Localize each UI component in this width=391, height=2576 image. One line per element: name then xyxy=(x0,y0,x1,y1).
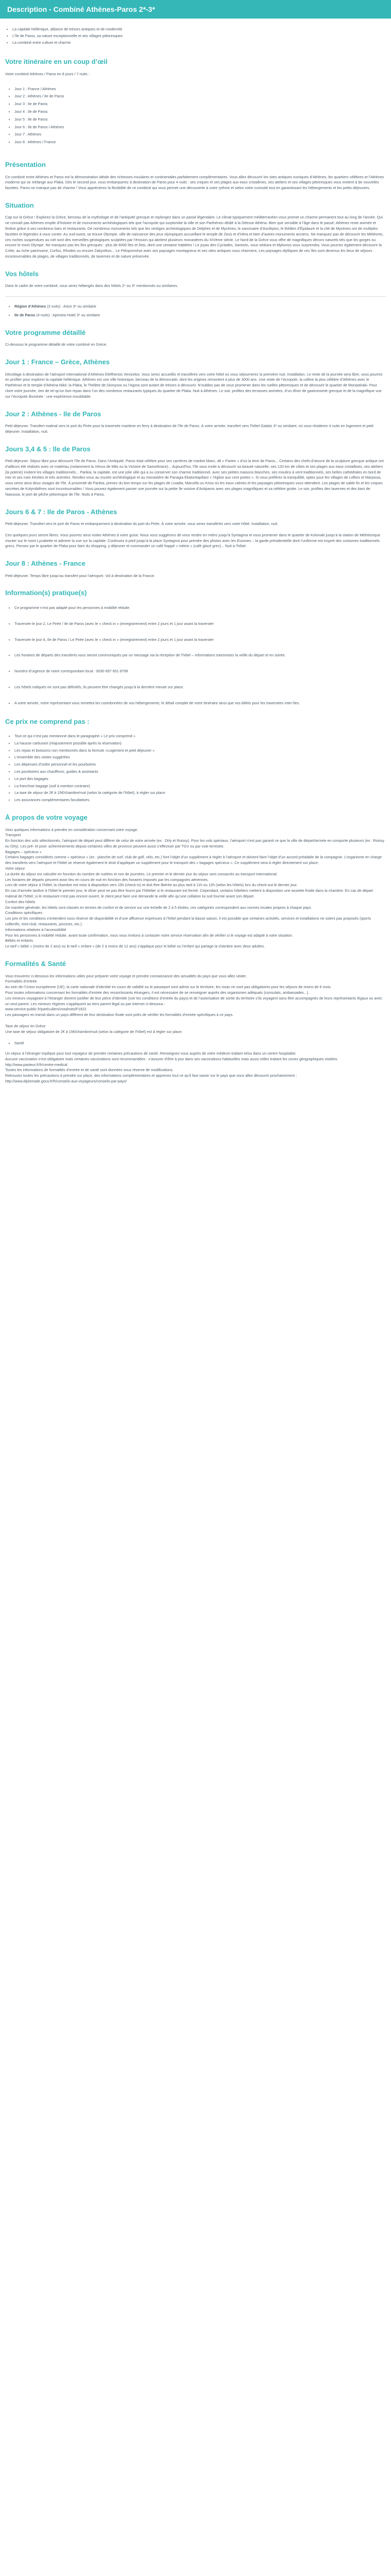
divider xyxy=(5,296,386,297)
hotels-list xyxy=(5,304,386,318)
presentation-text: Ce combiné entre Athènes et Paros est la démonstration idéale des richesses insulaires et continentales parfaitement complémentaires. Vous allez découvrir les sites antiques iconiques d’Athènes, les quartiers célèbres et l’Athènes moderne qui se mélange aux Plaka. Dès le second jour, vous embarquerez à destination de Paros pour 4 nuits : ses criques et ses plages aux eaux cristallines, ses ateliers et ses villages pittoresques vous invitent à de nouvelles facettes. Paros ne manque pas de charme ! Vous apprécierez la flexibilité de ce combiné qui vous permet une découverte à votre rythme et selon votre curiosité tout en garantissant les hébergements et les petits déjeuners. xyxy=(5,174,384,191)
highlight-item: • L’île de Paros, sa nature exceptionnelle et ses villages pittoresques xyxy=(12,33,386,39)
main-content xyxy=(0,19,391,1084)
itinerary-day: • Jour 2 : Athènes / Ile de Paros xyxy=(14,94,386,99)
hotel-region: Région d’Athènes xyxy=(14,304,46,309)
highlight-item: • La capitale hellénique, alliance de trésors antiques et de modernité xyxy=(12,27,386,32)
health-list xyxy=(5,1041,386,1046)
about-text: Voici quelques informations à prendre en considération concernant votre voyage. Transport En fonction des vols sélectionnés, l’aéroport de départ peut différer de celui de votre arrivée (ex : Orly et Roissy). Pour les vols spéciaux, l’aéroport n’est pas garanti ce que la ville de départ/arrivée en comporte plusieurs (ex : Roissy ou Orly). Les pré- et post- acheminements depuis certaines villes de province peuvent aussi s’effectuer par TGV ou par voie terrestre. Bagages – spécieux » Certains bagages considérés comme « spécieux » (ex : planche de surf, club de golf, vélo, etc.) font l’objet d’un supplément à régler à l’aéroport et doivent faire l’objet d’un accord préalable de la compagnie. L’organisme en charge des transferts vers l’aéroport et l’hôtel se réserve également le droit d’appliquer un supplément pour le transport des « bagages spécieux ». Ce supplément sera à régler directement sur place. Votre séjour La durée du séjour est calculée en fonction du nombre de nuitées et non de journées. Le premier et le dernier jour du séjour sont consacrés au transport international. Les horaires de départs peuvent avoir lieu en cours de nuit en fonction des horaires imposés par les compagnies aériennes. Lors de votre séjour à l’hôtel, la chambre est mise à disposition vers 15h (check-in) et doit être libérée au plus tard à 11h ou 12h (selon les hôtels) lors du check-out le dernier jour. En cas d’arrivée tardive à l’hôtel le premier jour, le dîner peut ne pas être fourni par l’hôtelier si le restaurant est fermé. Cependant, certains hôteliers mettent à disposition une assiette froide dans la chambre. En cas de départ matinal de l’hôtel, si le restaurant n’est pas encore ouvert, le client peut faire une demande la veille afin qu’une collation lui soit fournie avant son départ. Confort des hôtels De manière générale, les hôtels sont classés en termes de confort et de service sur une échelle de 2 à 5 étoiles, ces catégories correspondent aux normes locales propres à chaque pays. Conditions spécifiques Les prix et les conditions s’entendent sous réserve de disponibilité et d’une affluence imprévues à l’hôtel pendant la basse saison, il est possible que certaines activités, services et installations ne soient pas proposés (sports collectifs, mini-club, restaurants, piscines, etc.). Informations relatives à l’accessibilité Pour les personnes à mobilité réduite, avant toute confirmation, nous vous invitons à contacter notre service réservation afin de vérifier si le voyage est adapté à votre situation. Bébés et enfants Le tarif « bébé » (moins de 2 ans) ou le tarif « enfant » (de 2 à moins de 12 ans) s’applique pour le bébé ou l’enfant qui partage la chambre avec deux adultes. xyxy=(5,827,384,949)
highlight-item: • La combiné entre culture et charme xyxy=(12,40,386,46)
price-excludes-item: • Les pourboires aux chauffeurs, guides & assistants xyxy=(14,769,386,775)
days67-text: Petit déjeuner. Transfert vers le port de Paros et embarquement à destination du port du Pirée. À votre arrivée, vous serez transférés vers votre hôtel. Installation, nuit. Ces quelques jours seront libres. Vous pourrez ainsi visiter Athènes à votre guise. Nous vous suggérons de vous rendre en métro jusqu’à Syntagma et vous promener dans le quartier de Kolonaki jusqu’à la station de Méthéorique monter sur le mont Lycabette et admirer la vue sur la capitale. Continuez à pied jusqu’à la place Syntagma pour prendre des photos avec les Evzones – la garde présidentielle dont l’uniforme est inspiré des costumes traditionnels grecs. Pensez par le quartier de Plaka pour faire du shopping, y déjeuner et commander un café frappé « métrio » (café glacé grec)... Nuit à l’hôtel. xyxy=(5,521,381,549)
program-heading: Votre programme détaillé xyxy=(5,328,86,336)
day1-text: Décollage à destination de l’aéroport international d’Athènes Eleftherios Venizelos. Vous serez accueillis et transférés vers votre hôtel où vous séjournerez la première nuit. Installation. Le reste de la journée sera libre, vous pourrez en profiter pour explorer la capitale hellénique. Athènes est une ville historique, berceau de la démocratie, dont les origines remontent à plus de 3000 ans. Une visite de l’Acropole, la colline la plus célèbre d’Athènes avec le Parthénon et le temple d’Athéna Niké, la Plaka, le Théâtre de Dionysos ou l’Agora sont autant de trésors à découvrir. N’oubliez pas de vous promener dans les ruelles pittoresques et de découvrir le quartier de Monastiraki. Pour clore votre journée, rien de tel qu’un bon repas dans l’un des nombreux restaurants typiques du quartier de Plaka. Nuit à Athènes. Le soir, profitez des terrasses animées, d’un dîner de gastronomie grecque et de la magnifique vue sur l’Acropole illuminée : une expérience inoubliable. xyxy=(5,371,383,399)
hotel-item xyxy=(14,313,386,318)
hotels-intro: Dans le cadre de votre combiné, vous serez hébergés dans des hôtels 2* ou 3* mentionnés ou similaires. xyxy=(5,283,178,289)
practical-heading: Information(s) pratique(s) xyxy=(5,589,87,597)
practical-item: • Traversée le jour 2, Le Pirée / Ile de Paros (avec le « check in » (enregistrement) entre 2 jours et 1 jour avant la traversée xyxy=(14,621,386,627)
situation-heading: Situation xyxy=(5,201,34,209)
health-text: Un séjour à l’étranger implique pour tout voyageur de prendre certaines précautions de santé. Renseignez-vous auprès de votre médecin traitant et/ou dans un centre hospitalier. Aucune vaccination n’est obligatoire mais certaines vaccinations sont recommandées : s’assurer d’être à jour dans ses vaccinations habituelles mais aussi celles traitant les zones géographiques visitées. http://www.pasteur.fr/fr/centre-medical Toutes les informations de formalités d’entrée et de santé sont données sous réserve de modifications. Retrouvez toutes les précautions à prendre sur place, des informations complémentaires et apprenez tout ce qu’il faut savoir sur le pays que vous allez découvrir prochainement : http://www.diplomatie.gouv.fr/fr/conseils-aux-voyageurs/conseils-par-pays/ xyxy=(5,1051,338,1084)
day2-text: Petit déjeuner. Transfert matinal vers le port du Pirée pour la traversée maritime en ferry à destination de l’île de Paros. À votre arrivée, transfert vers l’hôtel Galatis 3* ou similaire, où vous résiderez 4 nuits en logement et petit déjeuner. Installation, nuit. xyxy=(5,423,373,434)
itinerary-heading: Votre itinéraire en un coup d’œil xyxy=(5,58,108,66)
price-excludes-item: • La hausse carburant (réajustement possible après la réservation) xyxy=(14,741,386,747)
itinerary-day: • Jour 1 : France / Athènes xyxy=(14,87,386,92)
hotel-detail: (4 nuits) : Apimeia Hotel 3* ou similaire xyxy=(35,312,100,317)
practical-item: • A votre arrivée, notre représentant vous remettra les coordonnées de vos hébergements, le détail complet de votre itinéraire ainsi que vos billets pour les traversées inter-îles. xyxy=(14,701,386,706)
itinerary-day: • Jour 5 : Ile de Paros xyxy=(14,117,386,123)
program-intro: Ci-dessous le programme détaillé de votre combiné en Grèce. xyxy=(5,342,107,347)
hotel-region: Ile de Paros xyxy=(14,312,36,317)
price-excludes-list xyxy=(5,734,386,803)
price-excludes-item: • La taxe de séjour de 2€ à 15€/chambre/nuit (selon la catégorie de l’hôtel), à régler sur place xyxy=(14,790,386,796)
days67-heading: Jours 6 & 7 : Ile de Paros - Athènes xyxy=(5,507,117,516)
price-excludes-item: • L’ensemble des visites suggérées xyxy=(14,755,386,760)
practical-item: • Les hôtels indiqués ne sont pas définitifs, ils peuvent être changés jusqu’à la dernière minute sur place. xyxy=(14,685,386,690)
page-title: Description - Combiné Athènes-Paros 2*-3* xyxy=(7,5,155,13)
price-excludes-item: • Le port des bagages xyxy=(14,776,386,782)
page-header-bar xyxy=(0,0,391,19)
itinerary-day: • Jour 6 : Ile de Paros / Athènes xyxy=(14,125,386,130)
price-excludes-item: • Les repas et boissons non mentionnés dans la formule «Logement et petit déjeuner » xyxy=(14,748,386,754)
presentation-heading: Présentation xyxy=(5,161,46,169)
itinerary-intro: Votre combiné Athènes / Paros en 8 jours / 7 nuits : xyxy=(5,71,90,76)
itinerary-day: • Jour 4 : Ile de Paros xyxy=(14,109,386,115)
price-excludes-item: • Les assurances complémentaires facultatives. xyxy=(14,798,386,803)
formalities-heading: Formalités & Santé xyxy=(5,960,66,968)
highlights-list xyxy=(5,27,386,45)
price-excludes-item: • Les dépenses d’ordre personnel et les pourboires xyxy=(14,762,386,768)
day1-heading: Jour 1 : France – Grèce, Athènes xyxy=(5,358,110,366)
practical-item: • Les horaires de départs des transferts vous seront communiqués par un message via la réception de l’hôtel – Informations transmises la veille du départ et en soirée. xyxy=(14,653,386,658)
hotel-item xyxy=(14,304,386,310)
days345-heading: Jours 3,4 & 5 : Ile de Paros xyxy=(5,445,91,453)
formalities-text: Vous trouverez ci-dessous les informations utiles pour préparer votre voyage et prendre connaissance des actualités du pays que vous allez visiter. Formalités d’entrée Au sein de l’Union européenne (UE), la carte nationale d’identité en cours de validité ou le passeport sont admis sur le territoire, les visas ne sont pas obligatoires pour les séjours de moins de 6 mois. Pour toutes informations concernant les formalités d’entrée des ressortissants étrangers, il est nécessaire de se renseigner auprès des organismes adéquats (consulats, ambassades...). Les mineurs voyageant à l’étranger doivent justifier de leur pièce d’identité (voir les conditions d’entrée du pays) et de l’autorisation de sortie du territoire s’ils voyagent sans être accompagnés de leurs représentants légaux ou avec un seul parent. Les mineurs régimes s’appliquent au tiers parent légal ou par internet ci-dessous : www.service-public.fr/particuliers/vosdroits/F1922 Les passagers en transit dans un pays différent de leur destination finale sont priés de vérifier les formalités d’entrée spécifiques à ce pays. Taxe de séjour en Grèce Une taxe de séjour obligatoire de 2€ à 15€/chambre/nuit (selon la catégorie de l’hôtel) est à régler sur place. xyxy=(5,973,382,1034)
itinerary-day: • Jour 7 : Athènes xyxy=(14,132,386,138)
practical-list xyxy=(5,605,386,706)
practical-item: • Traversée le jour 6, Ile de Paros / Le Pirée (avec le « check in » (enregistrement) entre 2 jours et 1 jour avant la traversée xyxy=(14,637,386,643)
day2-heading: Jour 2 : Athènes - Ile de Paros xyxy=(5,410,101,418)
day8-text: Petit déjeuner. Temps libre jusqu’au transfert pour l’aéroport. Vol à destination de la France. xyxy=(5,573,155,578)
day8-heading: Jour 8 : Athènes - France xyxy=(5,560,86,568)
practical-item: • Ce programme n’est pas adapté pour les personnes à mobilité réduite. xyxy=(14,605,386,611)
price-excludes-item: • Tout ce qui n’est pas mentionné dans le paragraphe « Le prix comprend » xyxy=(14,734,386,739)
about-heading: À propos de votre voyage xyxy=(5,814,88,821)
price-excludes-item: • La franchise bagage (soif à mention contraire) xyxy=(14,784,386,789)
hotels-heading: Vos hôtels xyxy=(5,269,39,278)
days345-text: Petit déjeuner. Séjour libre pour découvrir l’île de Paros. Dans l’Antiquité, Paros était célèbre pour ses carrières de marbre blanc, dit « Parien » d’où la tenir de Paros... Certains des chefs-d’œuvre de la sculpture grecque antique ont d’ailleurs été réalisés avec ce matériau (notamment la Vénus de Milo ou la Victoire de Samothrace)... Aujourd’hui, l’île vous invite à découvrir sa beauté naturelle, ses 120 km de côtes et ses plages aux eaux cristallines, ses ateliers (la poterie) invitent les villages traditionnels... Parikia, la capitale, est une jolie ville qui a su conserver son charme traditionnel, avec ses petites maisons blanches, ses moulins à vent traditionnels, ses belles cathédrales en bord de mer et ses rues étroites et très animées. Rendez-vous au musée archéologique et au monastère de Panagia Ekatontapiliani « l’église aux cent portes ». Si vous préférez la tranquillité, optez pour les villages de Lefkes et Marpissa, vous serez ainsi deux visages de l’île. À proximité de Parikia, prenez du bon temps sur les plages de Livadia, Marcello ou Krios où les eaux calmes et les paysages pittoresques vous attendent. Les plages de sable fin et les criques secrètes de Kolymbithres sont incontournables ! Vous pouvez également passer une journée sur la petite île voisine d’Antiparos avec ses plages magnifiques et sa célèbre grotte. Le soir, profitez des tavernes et des bars de Naoussa, le port de pêche pittoresque de l’île. Nuits à Paros. xyxy=(5,459,384,497)
itinerary-day: • Jour 3 : Ile de Paros xyxy=(14,101,386,107)
itinerary-days-list xyxy=(5,87,386,145)
practical-item: • Numéro d’urgence de notre correspondant local : 0030 697 651 8799 xyxy=(14,669,386,674)
hotel-detail: (3 nuits) : Arion 3* ou similaire xyxy=(46,304,96,309)
health-item: • Santé xyxy=(14,1041,386,1046)
itinerary-day: • Jour 8 : Athènes / France xyxy=(14,140,386,145)
situation-text: Cap sur la Grèce ! Explorez la Grèce, berceau de la mythologie et de l’antiquité grecque et replongez dans un passé légendaire. Le climat typiquement méditerranéen vous promet un charme permanent tout au long de l’année. Qui ne connaît pas Athènes emplie d’histoire et de monuments archéologiques tels que l’acropole qui surplombe la ville et son Parthénon dédié à la Déesse Athéna. Bien que sensible à l’âge dans le passé, Athènes reste animée et festive grâce à ses nombreux bars et restaurants. De nombreux monuments tels que les vestiges archéologiques de Delphes et de Mycènes, le sanctuaire d’Asclépios, le théâtre d’Épidaure et la cité de Mycènes ont de multiples facettes et légendes à vous conter. Au sud-ouest, se trouve Olympie, ville de naissance des jeux olympiques accueillant le temple de Zeus et d’Héra et bien d’autres monuments anciens. Ne manquez pas de découvrir les Météores, ces roches suspendues au ciel sont des merveilles géologiques sculptées par l’érosion qui abritent plusieurs monastères du XIVème siècle. Le Nord de la Grèce vous offre de magnifiques décors naturels tels que les gorges ou encore le mont Olympe. Ne manquez pas les îles grecques : plus de 6000 îles et îlots, dont une centaine habitées ! Le joyau des Cyclades, Santorin, vous séduira et Mykonos vous surprendra. Vous pourrez également découvrir la Crète, au riche patrimoine, Corfou, Rhodes ou encore Zakynthos... Le Péloponnèse avec ses paysages montagneux et ses sites antiques vous charmera. Les paysages idylliques de ces îles sont devenus les lieux de séjours incontournables de plages, de villages traditionnels, de tavernes et de nature préservée. xyxy=(5,215,384,259)
price-excludes-heading: Ce prix ne comprend pas : xyxy=(5,717,90,725)
